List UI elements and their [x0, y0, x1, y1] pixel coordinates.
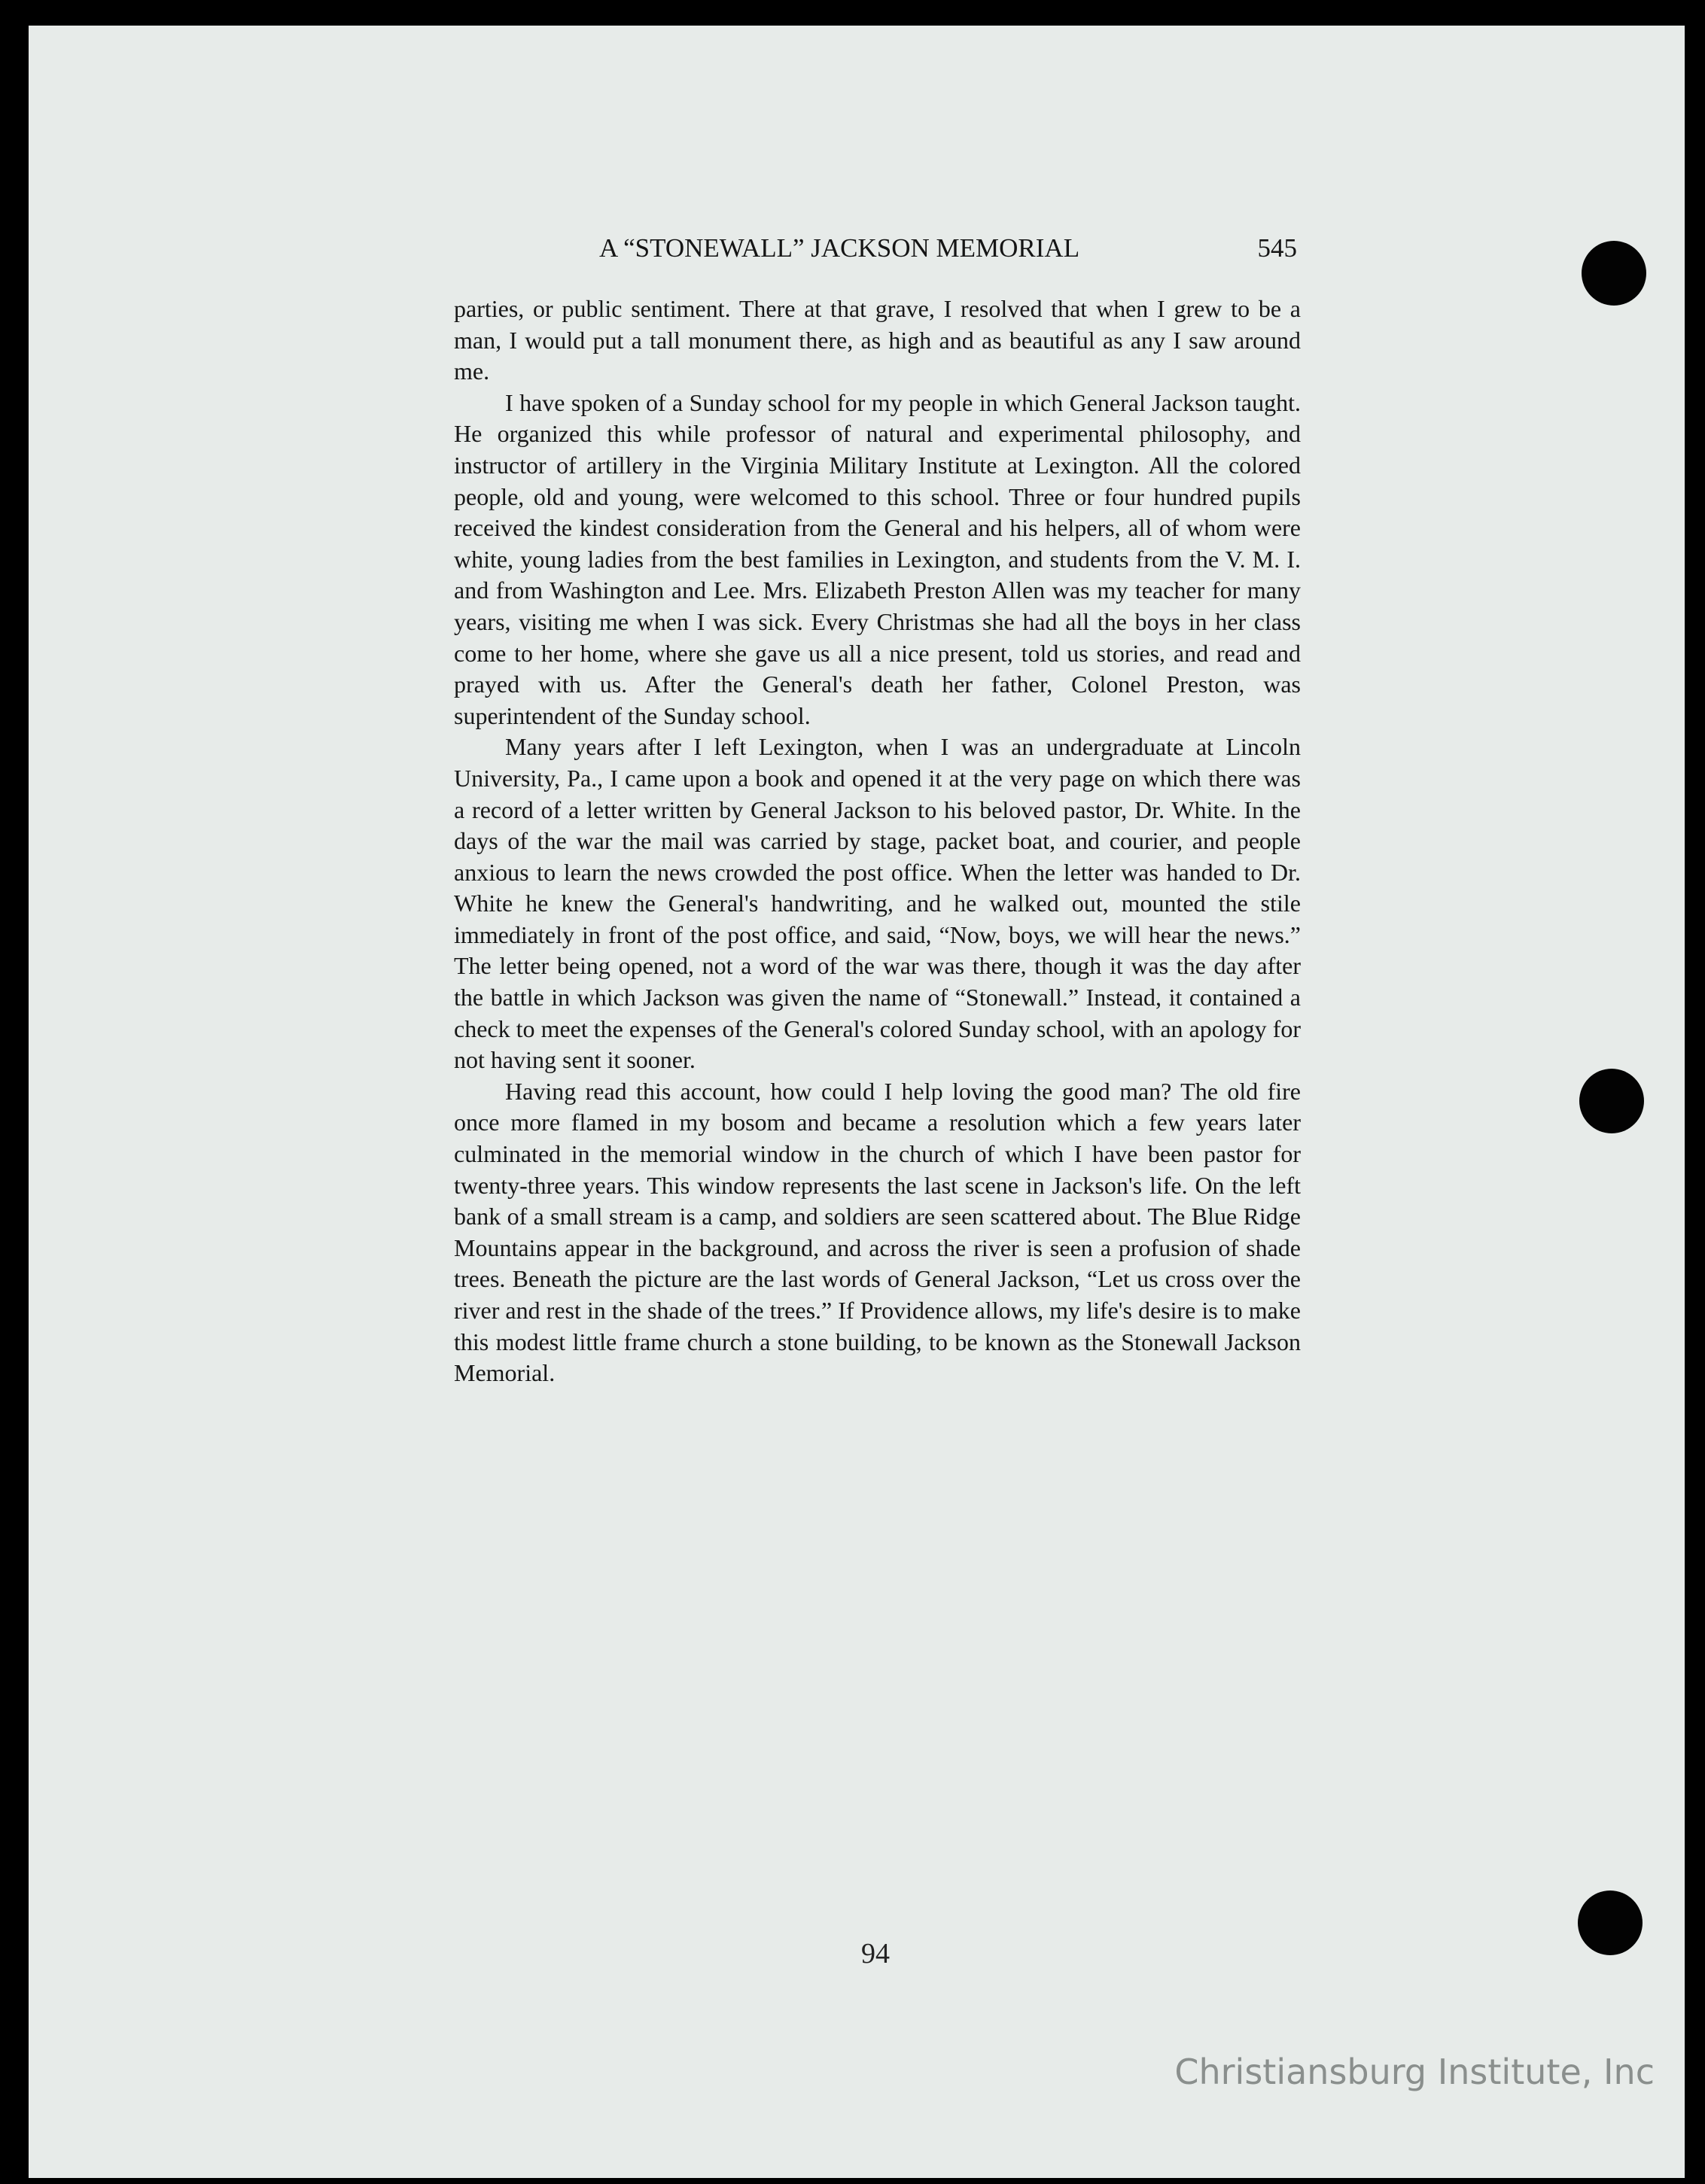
binder-hole-top [1582, 241, 1646, 306]
article-body [454, 294, 1301, 1389]
binder-hole-bottom [1578, 1890, 1643, 1955]
watermark: Christiansburg Institute, Inc [1174, 2052, 1655, 2092]
paragraph-1: parties, or public sentiment. There at that grave, I resolved that when I grew to be a man, I would put a tall monument there, as high and as beautiful as any I saw around me. [454, 295, 1301, 385]
running-head [480, 233, 1297, 271]
page-number: 94 [861, 1938, 890, 1970]
running-head-folio: 545 [1257, 233, 1297, 263]
paragraph-3: Many years after I left Lexington, when I was an undergraduate at Lincoln University, Pa., I came upon a book and opened it at the very page on which there was a record of a letter written by General Jackson to his beloved pastor, Dr. White. In the days of the war the mail was carried by stage, packet boat, and courier, and people anxious to learn the news crowded the post office. When the letter was handed to Dr. White he knew the General's handwriting, and he walked out, mounted the stile immediately in front of the post office, and said, “Now, boys, we will hear the news.” The letter being opened, not a word of the war was there, though it was the day after the battle in which Jackson was given the name of “Stonewall.” Instead, it contained a check to meet the expenses of the General's colored Sunday school, with an apology for not having sent it sooner. [454, 733, 1301, 1074]
paragraph-4: Having read this account, how could I help loving the good man? The old fire once more flamed in my bosom and became a resolution which a few years later culminated in the memorial window in the church of which I have been pastor for twenty-three years. This window represents the last scene in Jackson's life. On the left bank of a small stream is a camp, and soldiers are seen scattered about. The Blue Ridge Mountains appear in the background, and across the river is seen a profusion of shade trees. Beneath the picture are the last words of General Jackson, “Let us cross over the river and rest in the shade of the trees.” If Providence allows, my life's desire is to make this modest little frame church a stone building, to be known as the Stonewall Jackson Memorial. [454, 1077, 1301, 1387]
scanned-page [29, 26, 1685, 2178]
paragraph-2: I have spoken of a Sunday school for my people in which General Jackson taught. He organized this while professor of natural and experimental philosophy, and instructor of artillery in the Virginia Military Institute at Lexington. All the colored people, old and young, were welcomed to this school. Three or four hundred pupils received the kindest consideration from the General and his helpers, all of whom were white, young ladies from the best families in Lexington, and students from the V. M. I. and from Washington and Lee. Mrs. Elizabeth Preston Allen was my teacher for many years, visiting me when I was sick. Every Christmas she had all the boys in her class come to her home, where she gave us all a nice present, told us stories, and read and prayed with us. After the General's death her father, Colonel Preston, was superintendent of the Sunday school. [454, 388, 1301, 729]
binder-hole-middle [1579, 1069, 1644, 1133]
running-head-title: A “STONEWALL” JACKSON MEMORIAL [599, 233, 1080, 263]
